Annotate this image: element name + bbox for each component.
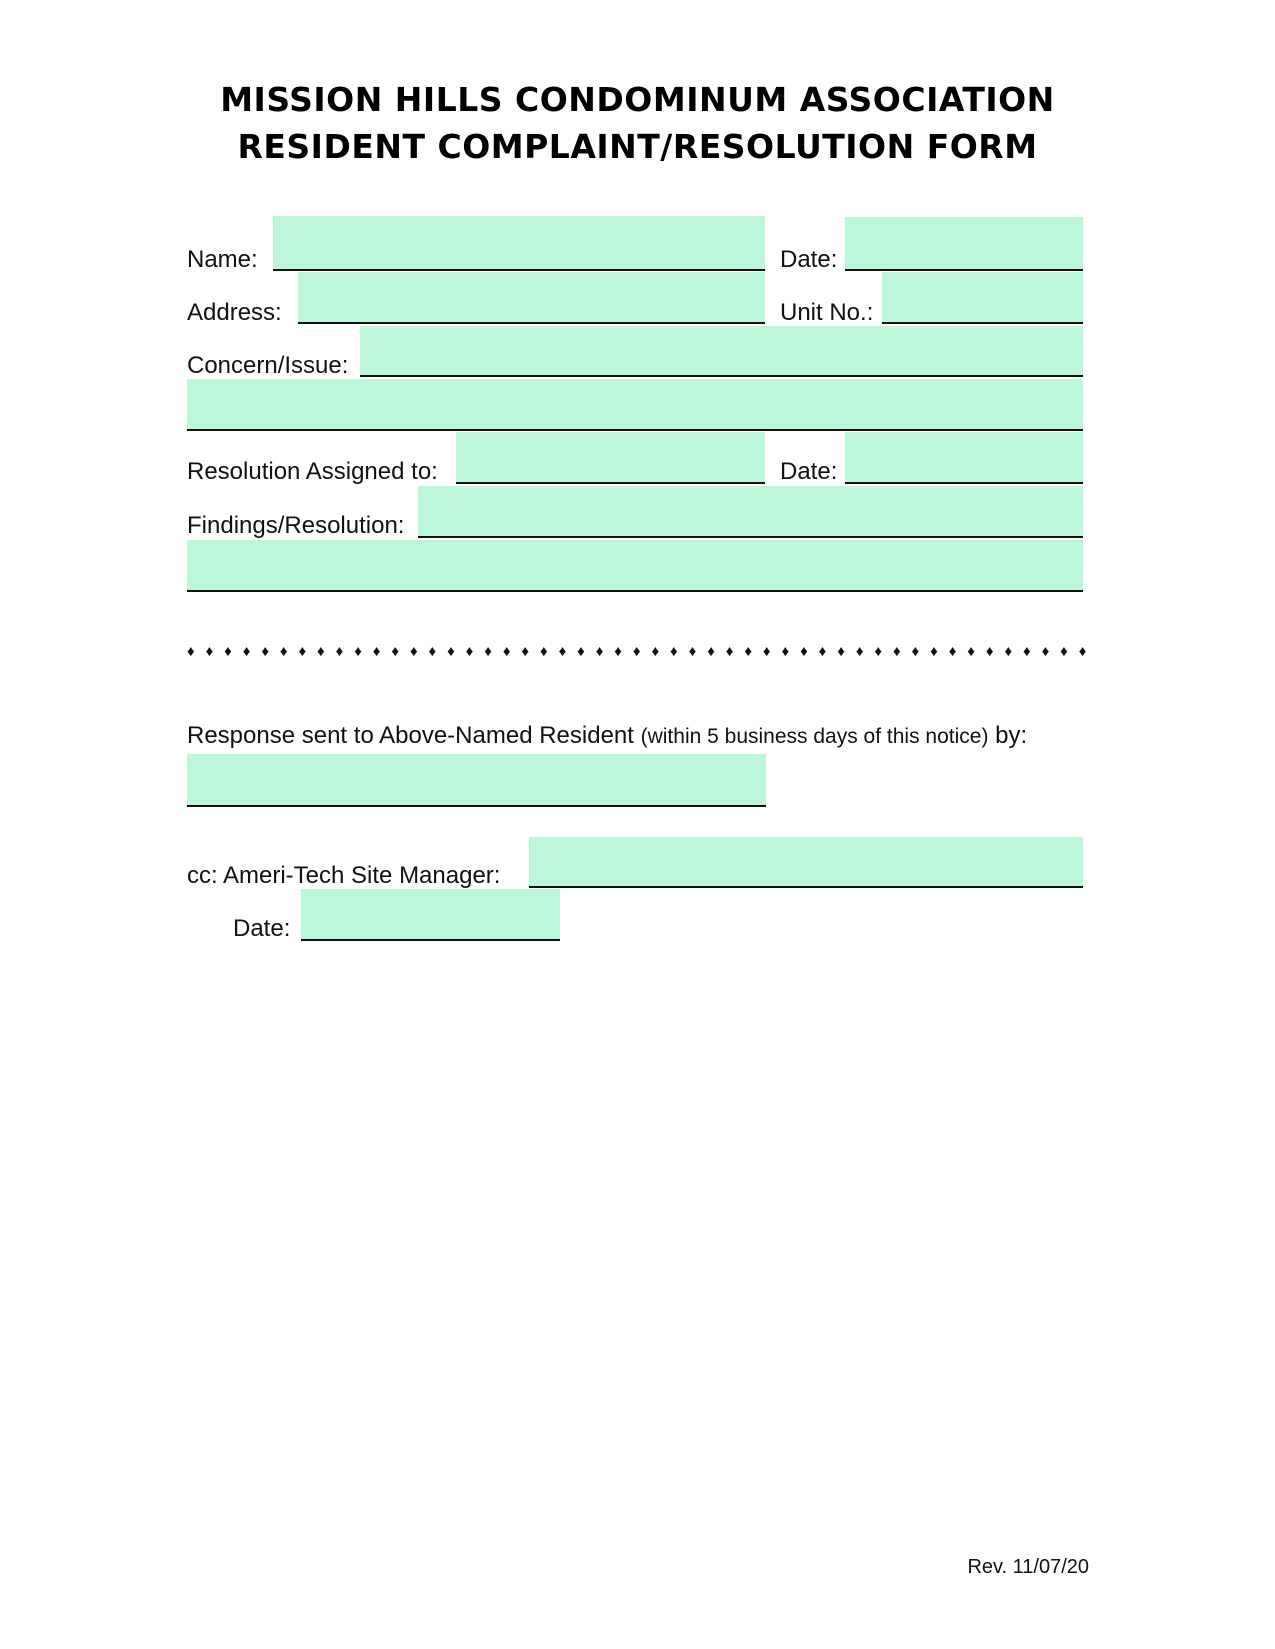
divider-diamond: ♦ — [1004, 643, 1013, 660]
divider-diamond: ♦ — [391, 643, 400, 660]
divider-diamond: ♦ — [187, 643, 195, 660]
response-by-field[interactable] — [187, 754, 766, 807]
cc-date-field[interactable] — [301, 889, 560, 941]
date-input[interactable] — [845, 217, 1083, 269]
findings-input[interactable] — [418, 486, 1083, 536]
divider-diamond: ♦ — [372, 643, 381, 660]
divider-diamond: ♦ — [465, 643, 474, 660]
concern-continuation-field[interactable] — [187, 379, 1083, 431]
name-label: Name: — [187, 246, 258, 273]
assigned-label: Resolution Assigned to: — [187, 458, 438, 485]
divider-diamond: ♦ — [967, 643, 975, 660]
divider-diamond: ♦ — [428, 643, 437, 660]
unit-label: Unit No.: — [780, 299, 874, 326]
divider-diamond: ♦ — [632, 643, 641, 660]
address-label: Address: — [187, 299, 282, 326]
name-field[interactable] — [273, 216, 765, 271]
divider-diamond: ♦ — [707, 643, 715, 660]
divider-diamond: ♦ — [205, 643, 214, 660]
divider-diamond: ♦ — [298, 643, 307, 660]
divider-diamond: ♦ — [1078, 643, 1087, 660]
concern-continuation-input[interactable] — [187, 379, 1083, 429]
response-label-main: Response sent to Above-Named Resident — [187, 722, 634, 749]
site-manager-field[interactable] — [529, 837, 1083, 888]
response-label-note: (within 5 business days of this notice) — [640, 725, 989, 748]
assigned-date-field[interactable] — [845, 432, 1083, 484]
divider-diamond: ♦ — [911, 643, 920, 660]
response-label — [187, 722, 1027, 750]
date-label: Date: — [780, 246, 838, 273]
date-field[interactable] — [845, 217, 1083, 271]
divider-diamond: ♦ — [595, 643, 604, 660]
divider-diamond: ♦ — [744, 643, 752, 660]
divider-diamond: ♦ — [539, 643, 548, 660]
findings-field[interactable] — [418, 486, 1083, 538]
divider-diamond: ♦ — [930, 643, 938, 660]
divider-diamond: ♦ — [335, 643, 344, 660]
address-field[interactable] — [298, 272, 765, 324]
findings-continuation-input[interactable] — [187, 540, 1083, 590]
divider-diamond: ♦ — [1041, 643, 1050, 660]
divider-diamond: ♦ — [688, 643, 697, 660]
divider-diamond: ♦ — [224, 643, 232, 660]
site-manager-input[interactable] — [529, 837, 1083, 886]
divider-diamond: ♦ — [242, 643, 251, 660]
divider-diamond: ♦ — [447, 643, 455, 660]
cc-site-manager-label: cc: Ameri-Tech Site Manager: — [187, 862, 501, 889]
form-title-line1: MISSION HILLS CONDOMINUM ASSOCIATION — [220, 80, 1055, 119]
revision-note: Rev. 11/07/20 — [967, 1556, 1089, 1578]
divider-diamond: ♦ — [317, 643, 325, 660]
divider-diamond: ♦ — [985, 643, 994, 660]
divider-diamond: ♦ — [874, 643, 883, 660]
divider-diamond: ♦ — [855, 643, 864, 660]
cc-date-label: Date: — [233, 915, 291, 942]
findings-continuation-field[interactable] — [187, 540, 1083, 592]
concern-field[interactable] — [360, 326, 1083, 377]
unit-field[interactable] — [882, 272, 1083, 324]
divider-diamond: ♦ — [725, 643, 734, 660]
divider-diamond: ♦ — [948, 643, 957, 660]
divider-diamond: ♦ — [521, 643, 530, 660]
divider-diamond: ♦ — [762, 643, 771, 660]
divider-diamond: ♦ — [837, 643, 845, 660]
concern-label: Concern/Issue: — [187, 352, 349, 379]
concern-input[interactable] — [360, 326, 1083, 375]
divider-diamond: ♦ — [279, 643, 288, 660]
unit-input[interactable] — [882, 272, 1083, 322]
divider-diamond: ♦ — [651, 643, 660, 660]
divider-diamond: ♦ — [577, 643, 585, 660]
assigned-field[interactable] — [456, 432, 765, 484]
divider-diamond: ♦ — [354, 643, 362, 660]
response-by-input[interactable] — [187, 754, 766, 805]
divider-diamond: ♦ — [261, 643, 269, 660]
assigned-date-label: Date: — [780, 458, 838, 485]
divider-diamond: ♦ — [800, 643, 808, 660]
divider-diamond: ♦ — [818, 643, 827, 660]
cc-date-input[interactable] — [301, 889, 560, 939]
divider-diamond: ♦ — [409, 643, 418, 660]
divider-diamond: ♦ — [670, 643, 678, 660]
divider-diamond: ♦ — [484, 643, 492, 660]
findings-label: Findings/Resolution: — [187, 512, 405, 539]
divider-diamond: ♦ — [781, 643, 790, 660]
name-input[interactable] — [273, 216, 765, 269]
response-label-end: by: — [995, 722, 1028, 749]
form-title-line2: RESIDENT COMPLAINT/RESOLUTION FORM — [237, 127, 1038, 166]
divider-diamond: ♦ — [502, 643, 511, 660]
diamond-divider — [187, 643, 1087, 660]
divider-diamond: ♦ — [558, 643, 567, 660]
divider-diamond: ♦ — [1060, 643, 1068, 660]
divider-diamond: ♦ — [892, 643, 901, 660]
divider-diamond: ♦ — [1023, 643, 1031, 660]
assigned-input[interactable] — [456, 432, 765, 482]
address-input[interactable] — [298, 272, 765, 322]
divider-diamond: ♦ — [614, 643, 622, 660]
assigned-date-input[interactable] — [845, 432, 1083, 482]
